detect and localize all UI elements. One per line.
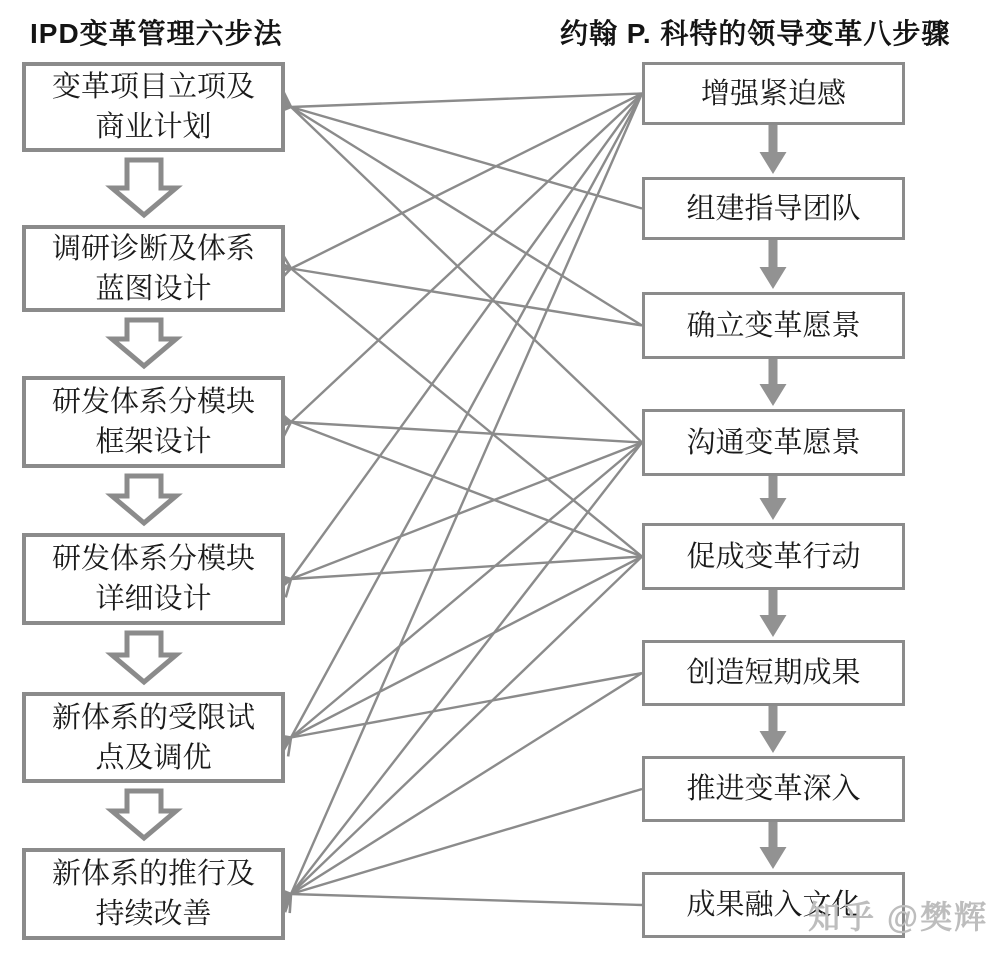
- mapping-line-k7-i6: [291, 789, 642, 894]
- mapping-line-k1-i5: [291, 94, 642, 738]
- mapping-line-k1-i1: [291, 94, 642, 108]
- ipd-step-1: [22, 62, 285, 152]
- kotter-step-7-label: 推进变革深入: [686, 773, 861, 805]
- kotter-step-4-label: 沟通变革愿景: [686, 426, 861, 459]
- kotter-step-6-label: 创造短期成果: [686, 657, 861, 689]
- kotter-step-5: [642, 523, 905, 590]
- ipd-step-2-label: 调研诊断及体系: [51, 232, 255, 265]
- ipd-step-1-label: 变革项目立项及: [51, 71, 255, 103]
- ipd-flow-arrow-down-2: [112, 320, 176, 366]
- ipd-step-6: [22, 848, 285, 940]
- mapping-line-k4-i3: [291, 422, 642, 443]
- mapping-line-k5-i3: [291, 422, 642, 557]
- mapping-line-k1-i3: [291, 94, 642, 423]
- ipd-step-5-label2: 点及调优: [95, 741, 212, 774]
- mapping-line-k3-i2: [291, 269, 642, 326]
- ipd-step-5-label: 新体系的受限试: [51, 701, 255, 734]
- kotter-flow-arrow-down-5: [760, 590, 787, 637]
- kotter-step-2-label: 组建指导团队: [686, 192, 861, 225]
- kotter-flow-arrow-down-3: [760, 359, 787, 406]
- ipd-step-3: [22, 376, 285, 468]
- kotter-step-3: [642, 292, 905, 359]
- right-column-title: 约翰 P. 科特的领导变革八步骤: [560, 18, 951, 49]
- ipd-flow-arrow-down-5: [112, 791, 176, 838]
- kotter-step-4: [642, 409, 905, 476]
- mapping-line-k1-i2: [291, 94, 642, 269]
- mapping-line-k1-i4: [291, 94, 642, 580]
- kotter-flow-arrow-down-1: [760, 125, 787, 174]
- mapping-line-k1-i6: [291, 94, 642, 895]
- ipd-step-3-label2: 框架设计: [95, 426, 212, 458]
- ipd-flow-arrow-down-3: [112, 476, 176, 523]
- kotter-flow-arrow-down-6: [760, 706, 787, 753]
- kotter-flow-arrow-down-7: [760, 822, 787, 869]
- mapping-line-k5-i2: [291, 269, 642, 557]
- ipd-step-4-label: 研发体系分模块: [51, 543, 255, 575]
- ipd-step-6-label2: 持续改善: [95, 898, 212, 930]
- kotter-step-6: [642, 640, 905, 706]
- ipd-step-5: [22, 692, 285, 783]
- kotter-step-3-label: 确立变革愿景: [686, 309, 861, 342]
- kotter-step-1: [642, 62, 905, 125]
- kotter-step-2: [642, 177, 905, 240]
- mapping-line-k5-i4: [291, 557, 642, 580]
- mapping-line-k4-i5: [291, 443, 642, 738]
- zhihu-watermark: 知乎 @樊辉: [808, 899, 989, 935]
- kotter-step-5-label: 促成变革行动: [686, 540, 861, 573]
- mapping-line-k5-i6: [291, 557, 642, 895]
- mapping-line-k5-i5: [291, 557, 642, 738]
- ipd-step-1-label2: 商业计划: [95, 111, 212, 143]
- kotter-step-7: [642, 756, 905, 822]
- mapping-line-k8-i6: [291, 894, 642, 905]
- left-column-title: IPD变革管理六步法: [30, 18, 283, 49]
- ipd-step-3-label: 研发体系分模块: [51, 386, 255, 418]
- kotter-step-1-label: 增强紧迫感: [700, 77, 846, 110]
- ipd-flow-arrow-down-4: [112, 633, 176, 682]
- kotter-flow-arrow-down-2: [760, 240, 787, 289]
- kotter-flow-arrow-down-4: [760, 476, 787, 520]
- ipd-step-2-label2: 蓝图设计: [95, 272, 212, 305]
- kotter-step-8-label: 成果融入文化: [686, 889, 861, 921]
- ipd-flow-arrow-down-1: [112, 160, 176, 215]
- ipd-step-4: [22, 533, 285, 625]
- ipd-step-6-label: 新体系的推行及: [51, 858, 255, 890]
- ipd-step-2: [22, 225, 285, 312]
- ipd-step-4-label2: 详细设计: [95, 583, 212, 615]
